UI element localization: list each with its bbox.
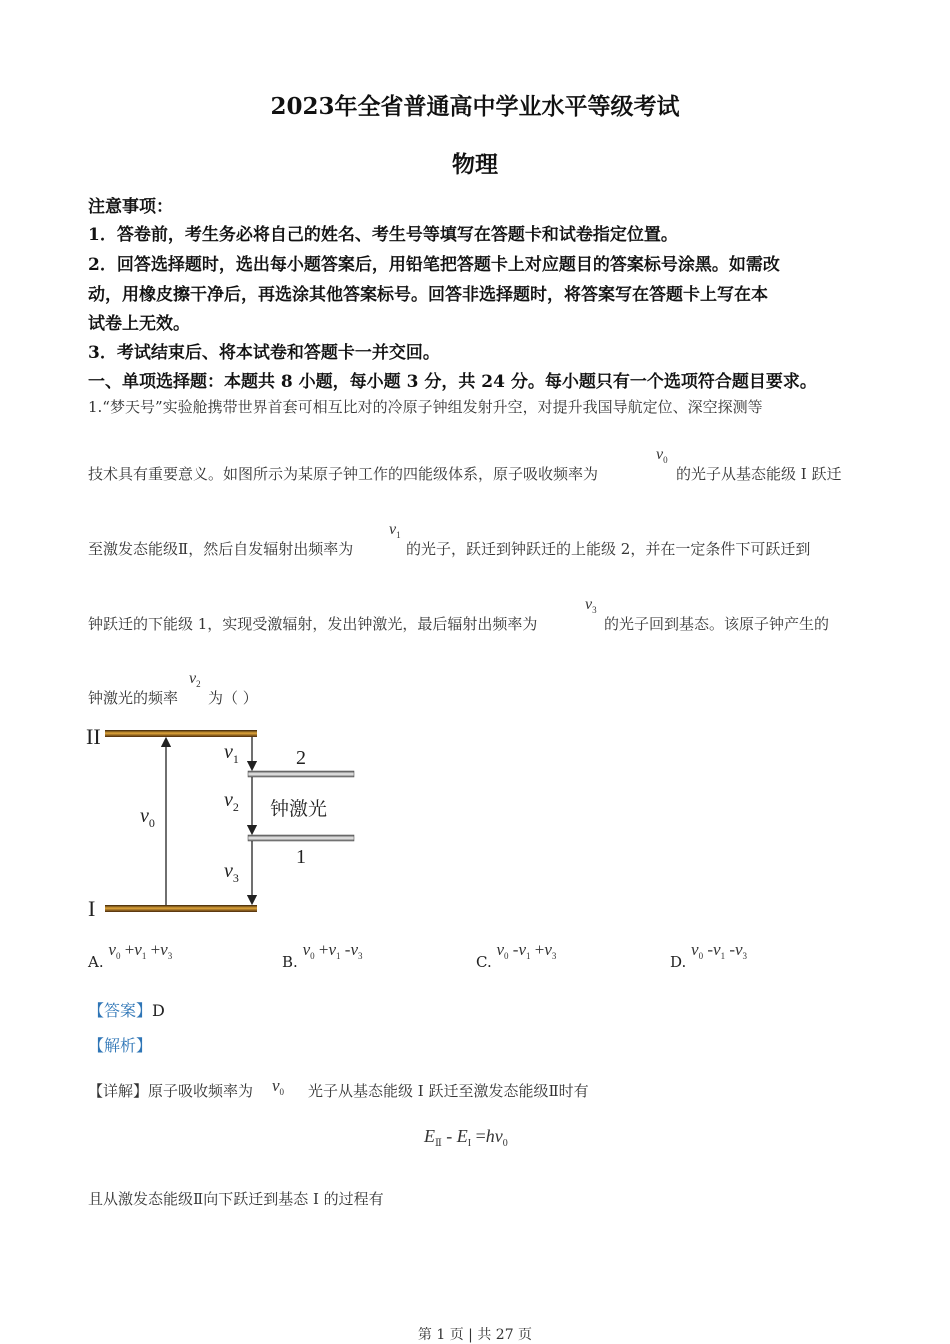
question-line-1: 1.“梦天号”实验舱携带世界首套可相互比对的冷原子钟组发射升空，对提升我国导航定位、深空探测等 [88,398,763,416]
notice-item-2-line-2: 动，用橡皮擦干净后，再选涂其他答案标号。回答非选择题时，将答案写在答题卡上写在本 [88,285,768,305]
option-b-expression: $\nu_0 +\nu_1$ $-\nu_3$ [302,940,363,961]
detail-line-after: 且从激发态能级Ⅱ向下跃迁到基态 I 的过程有 [88,1190,384,1208]
nu3-label: $\nu_3$ [224,860,239,885]
question-line-4b: 的光子回到基态。该原子钟产生的 [604,615,830,633]
option-a-label: A. [88,953,104,971]
answer-value: D [152,1001,165,1020]
option-c-expression: $\nu_0$ $-\nu_1 +\nu_3$ [496,940,557,961]
notice-item-3: 3．考试结束后、将本试卷和答题卡一并交回。 [88,343,440,363]
notice-heading: 注意事项： [88,197,173,217]
nu2-symbol: $\nu_2$ [189,670,201,689]
energy-level-diagram [80,720,380,925]
question-line-2b: 的光子从基态能级 I 跃迁 [676,465,842,483]
option-d[interactable] [670,940,748,971]
option-b-label: B. [282,953,298,971]
answer-label: 【答案】 [88,1001,153,1020]
option-d-label: D. [670,953,687,971]
frequency-labels [140,741,239,885]
level-I-bar [105,905,257,912]
level-I-label: I [88,896,96,921]
nu1-label: $\nu_1$ [224,741,239,766]
question-line-4a: 钟跃迁的下能级 1，实现受激辐射，发出钟激光，最后辐射出频率为 [88,615,538,633]
answer-line [88,998,165,1021]
option-c[interactable] [476,940,557,971]
notice-item-1: 1．答卷前，考生务必将自己的姓名、考生号等填写在答题卡和试卷指定位置。 [88,225,678,245]
nu0-symbol: $\nu_0$ [656,446,668,465]
page-footer: 第 1 页 | 共 27 页 [417,1327,533,1343]
exam-title: 2023年全省普通高中学业水平等级考试 [270,93,680,120]
level-II-label: II [86,724,101,749]
question-line-3a: 至激发态能级Ⅱ，然后自发辐射出频率为 [88,540,354,558]
question-line-5b: 为（ ） [208,689,258,707]
detail-line-b: 光子从基态能级 I 跃迁至激发态能级Ⅱ时有 [308,1082,589,1100]
option-b[interactable] [282,940,363,971]
option-c-label: C. [476,953,492,971]
detail-nu0: $\nu_0$ [272,1076,285,1097]
clock-laser-label: 钟激光 [270,798,328,820]
notice-item-2-line-3: 试卷上无效。 [88,314,190,334]
nu2-label: $\nu_2$ [224,789,239,814]
question-line-3b: 的光子，跃迁到钟跃迁的上能级 2，并在一定条件下可跃迁到 [406,540,811,558]
question-line-2a: 技术具有重要意义。如图所示为某原子钟工作的四能级体系，原子吸收频率为 [88,465,599,483]
level-II-bar [105,730,257,737]
analysis-label: 【解析】 [88,1036,153,1055]
option-d-expression: $\nu_0$ $-\nu_1$ $-\nu_3$ [691,940,748,961]
nu3-symbol: $\nu_3$ [585,596,597,615]
level-2-bar [248,771,354,777]
nu1-symbol: $\nu_1$ [389,521,401,540]
detail-line-a: 【详解】原子吸收频率为 [88,1082,254,1100]
option-a-expression: $\nu_0 +\nu_1 +\nu_3$ [108,940,173,961]
notice-item-2-line-1: 2．回答选择题时，选出每小题答案后，用铅笔把答题卡上对应题目的答案标号涂黑。如需改 [88,255,780,275]
subject-title: 物理 [452,151,498,178]
level-1-bar [248,835,354,841]
question-line-5a: 钟激光的频率 [88,689,179,707]
nu0-label: $\nu_0$ [140,805,155,830]
level-1-label: 1 [296,846,306,868]
section-heading: 一、单项选择题：本题共 8 小题，每小题 3 分，共 24 分。每小题只有一个选项符合题目要求。 [88,372,817,392]
level-2-label: 2 [296,747,306,769]
energy-equation: $E_Ⅱ - E_I =h\nu_0$ [424,1126,508,1149]
option-a[interactable] [88,940,173,971]
